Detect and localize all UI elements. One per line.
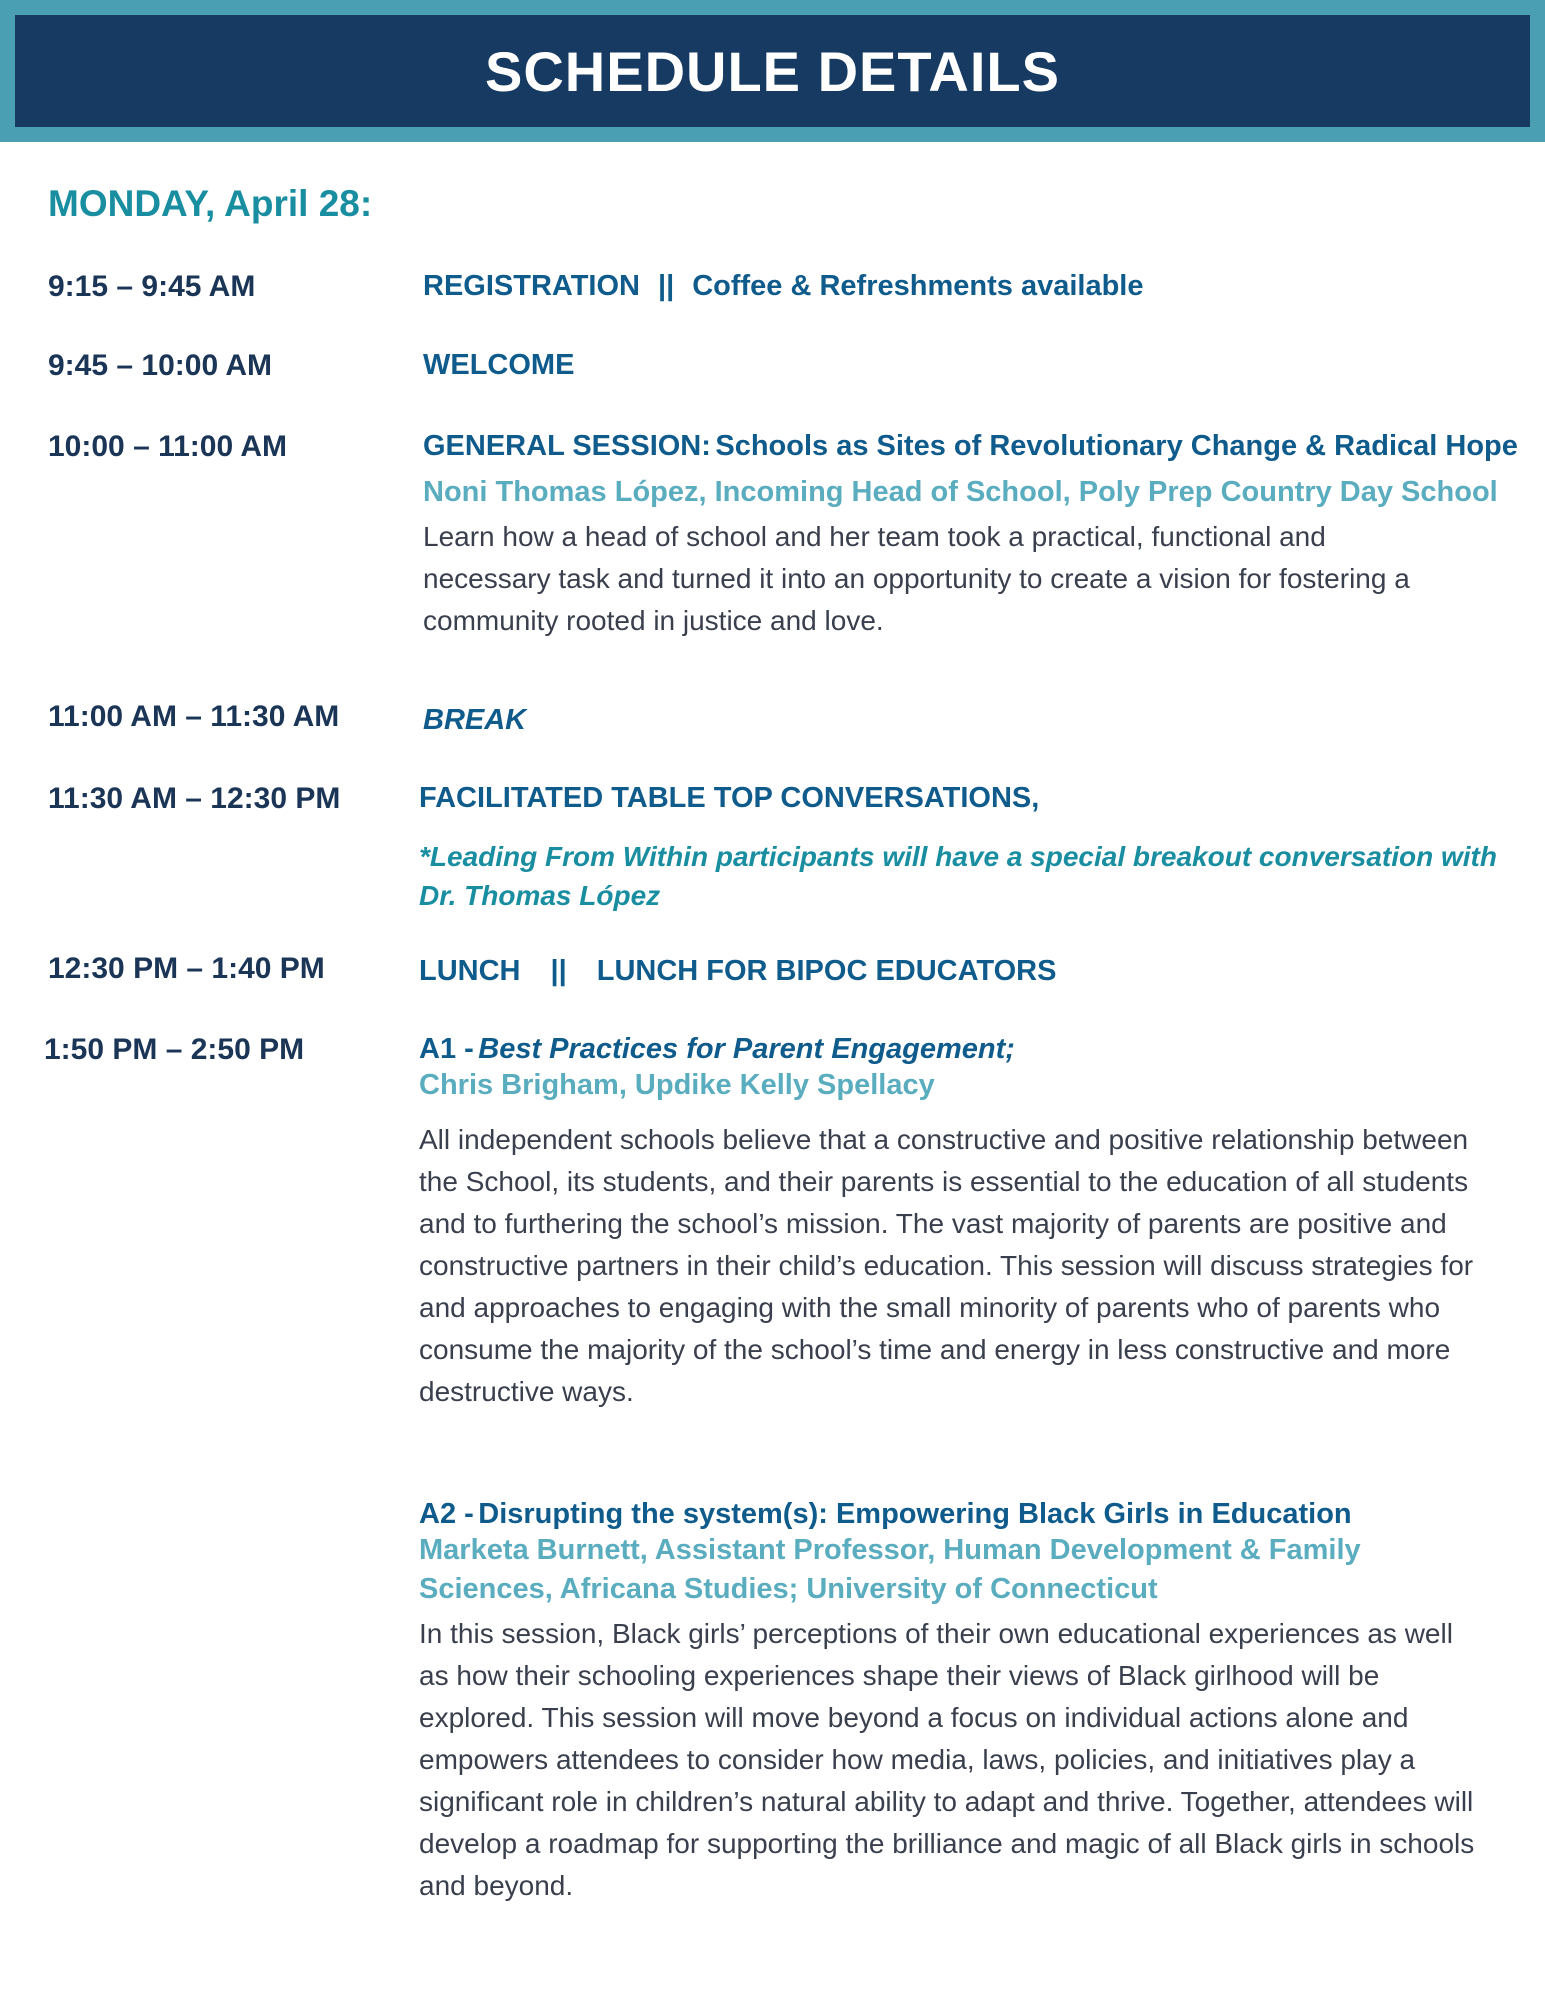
- entry-registration: [423, 270, 1523, 303]
- entry-welcome: [423, 349, 1523, 382]
- separator: ||: [550, 955, 567, 987]
- entry-title: LUNCH: [419, 955, 521, 987]
- session-code: A1 -: [419, 1033, 474, 1065]
- entry-title: FACILITATED TABLE TOP CONVERSATIONS,: [419, 782, 1040, 814]
- entry-title: REGISTRATION: [423, 270, 640, 302]
- entry-subtitle: LUNCH FOR BIPOC EDUCATORS: [596, 955, 1057, 987]
- description: In this session, Black girls’ perceptions of their own educational experiences as well as how their schooling experiences shape their views of Black girlhood will be explored. This session will move beyond a focus on individual actions alone and empowers attendees to consider how media, laws, policies, and initiatives play a significant role in children’s natural ability to adapt and thrive. Together, attendees will develop a roadmap for supporting the brilliance and magic of all Black girls in schools and beyond.: [419, 1618, 1475, 1901]
- time-table-top: 11:30 AM – 12:30 PM: [48, 782, 341, 815]
- time-break: 11:00 AM – 11:30 AM: [48, 700, 340, 733]
- speaker: Chris Brigham, Updike Kelly Spellacy: [419, 1069, 935, 1101]
- separator: ||: [657, 270, 675, 302]
- speaker: Marketa Burnett, Assistant Professor, Human Development & Family Sciences, Africana Studies; University of Connecticut: [419, 1534, 1361, 1605]
- entry-title: GENERAL SESSION:: [423, 430, 711, 462]
- entry-note: *Leading From Within participants will have a special breakout conversation with Dr. Thomas López: [419, 841, 1497, 911]
- day-heading: MONDAY, April 28:: [48, 183, 373, 224]
- session-a2: [419, 1498, 1519, 1907]
- session-code: A2 -: [419, 1498, 474, 1530]
- time-welcome: 9:45 – 10:00 AM: [48, 349, 273, 382]
- entry-title: BREAK: [423, 704, 527, 736]
- header-box: [15, 15, 1530, 127]
- time-registration: 9:15 – 9:45 AM: [48, 270, 256, 303]
- entry-table-top: [419, 782, 1519, 915]
- session-title: Best Practices for Parent Engagement;: [478, 1033, 1015, 1065]
- entry-subtitle: Schools as Sites of Revolutionary Change & Radical Hope: [715, 430, 1518, 462]
- description: Learn how a head of school and her team took a practical, functional and necessary task and turned it into an opportunity to create a vision for fostering a community rooted in justice and love.: [423, 521, 1410, 636]
- header-band: [0, 0, 1545, 142]
- entry-general-session: [423, 430, 1523, 642]
- page-title: SCHEDULE DETAILS: [485, 39, 1060, 103]
- entry-lunch: [419, 955, 1519, 988]
- description: All independent schools believe that a constructive and positive relationship between the School, its students, and their parents is essential to the education of all students and to furthering the school’s mission. The vast majority of parents are positive and constructive partners in their child’s education. This session will discuss strategies for and approaches to engaging with the small minority of parents who of parents who consume the majority of the school’s time and energy in less constructive and more destructive ways.: [419, 1124, 1474, 1407]
- speaker: Noni Thomas López, Incoming Head of School, Poly Prep Country Day School: [423, 476, 1498, 508]
- time-breakout-a: 1:50 PM – 2:50 PM: [44, 1033, 305, 1066]
- session-a1: [419, 1033, 1519, 1413]
- time-general-session: 10:00 – 11:00 AM: [48, 430, 288, 463]
- entry-subtitle: Coffee & Refreshments available: [692, 270, 1144, 302]
- entry-break: [423, 704, 1523, 737]
- entry-title: WELCOME: [423, 349, 575, 381]
- time-lunch: 12:30 PM – 1:40 PM: [48, 952, 325, 985]
- session-title: Disrupting the system(s): Empowering Black Girls in Education: [478, 1498, 1352, 1530]
